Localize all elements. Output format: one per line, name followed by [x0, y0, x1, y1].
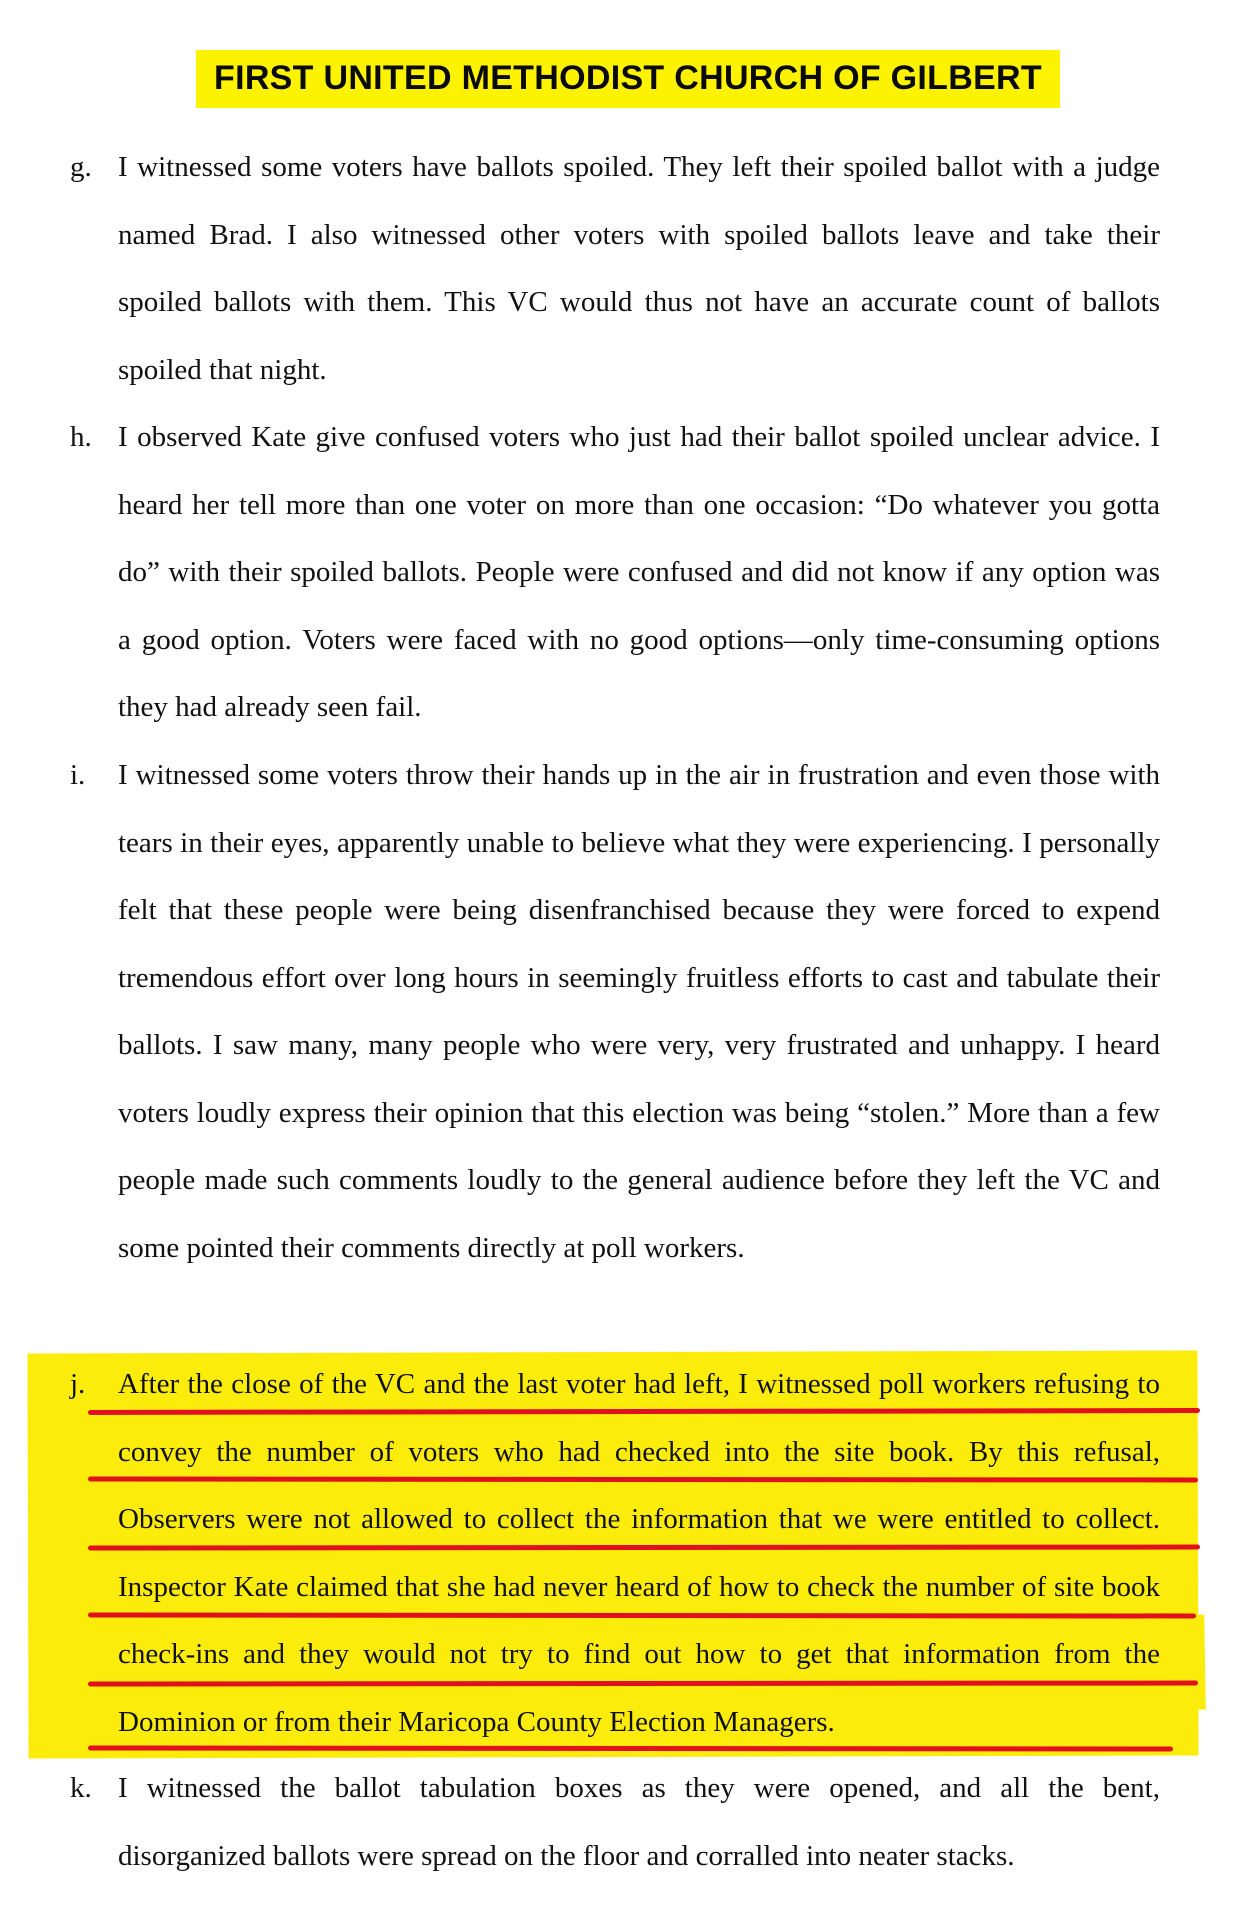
item-letter: h.	[70, 421, 92, 453]
underline-mark	[88, 1681, 1198, 1687]
item-letter: g.	[70, 151, 92, 183]
document-title: FIRST UNITED METHODIST CHURCH OF GILBERT	[196, 50, 1060, 108]
item-text: I witnessed some voters throw their hands up in the air in frustration and even those with tears in their eyes, apparently unable to believe what they were experiencing. I personally felt that these people were being disenfranchised because they were forced to expend tremendous effort over long hours in seemingly fruitless efforts to cast and tabulate their ballots. I saw many, many people who were very, very frustrated and unhappy. I heard voters loudly express their opinion that this election was being “stolen.” More than a few people made such comments loudly to the general audience before they left the VC and some pointed their comments directly at poll workers.	[118, 759, 1160, 1264]
item-text: After the close of the VC and the last voter had left, I witnessed poll workers refusing to convey the number of voters who had checked into the site book. By this refusal, Observers were not allowed to collect the information that we were entitled to collect. Inspector Kate claimed that she had never heard of how to check the number of site book check-ins and they would not try to find out how to get that information from the Dominion or from their Maricopa County Election Managers.	[118, 1368, 1160, 1738]
item-text: I observed Kate give confused voters who just had their ballot spoiled unclear advice. I heard her tell more than one voter on more than one occasion: “Do whatever you gotta do” with their spoiled ballots. People were confused and did not know if any option was a good option. Voters were faced with no good options—only time-consuming options they had already seen fail.	[118, 421, 1160, 723]
underline-mark	[88, 1477, 1198, 1483]
title-wrap	[0, 50, 1256, 108]
underline-mark	[88, 1613, 1196, 1619]
item-text: I witnessed the ballot tabulation boxes as they were opened, and all the bent, disorganized ballots were spread on the floor and corralled into neater stacks.	[118, 1772, 1160, 1872]
underline-mark	[88, 1545, 1200, 1551]
underline-mark	[88, 1746, 1173, 1752]
item-letter: i.	[70, 759, 86, 791]
item-letter: k.	[70, 1772, 92, 1804]
item-text: I witnessed some voters have ballots spoiled. They left their spoiled ballot with a judge named Brad. I also witnessed other voters with spoiled ballots leave and take their spoiled ballots with them. This VC would thus not have an accurate count of ballots spoiled that night.	[118, 151, 1160, 386]
item-letter: j.	[70, 1368, 86, 1400]
